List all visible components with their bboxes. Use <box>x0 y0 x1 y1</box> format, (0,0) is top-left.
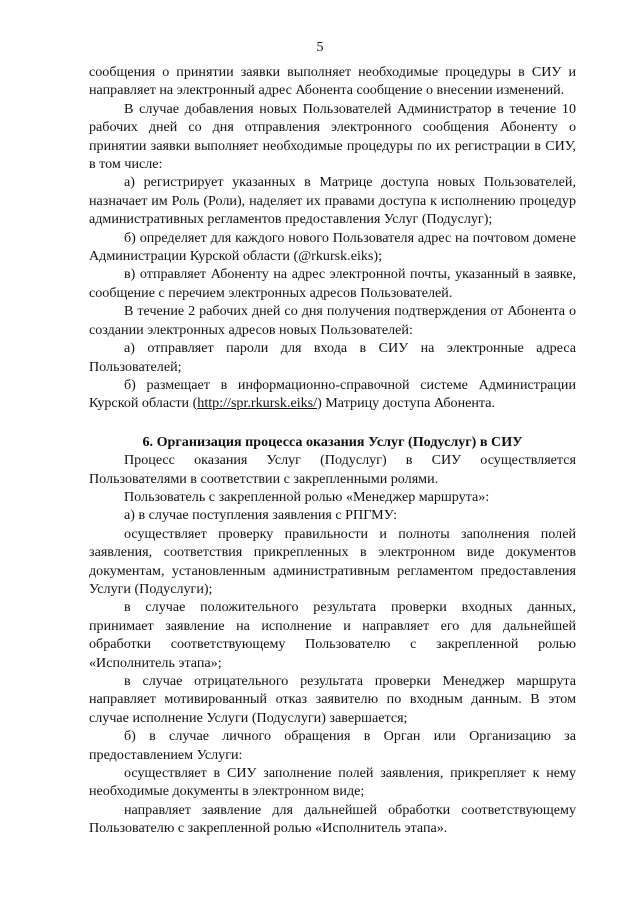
link-paragraph-suffix: ) Матрицу доступа Абонента. <box>317 395 496 412</box>
paragraph: б) определяет для каждого нового Пользователя адрес на почтовом домене Администрации Курской области (@rkursk.eiks); <box>89 229 576 265</box>
paragraph: осуществляет в СИУ заполнение полей заявления, прикрепляет к нему необходимые документы в электронном виде; <box>89 765 576 800</box>
paragraph: В случае добавления новых Пользователей Администратор в течение 10 рабочих дней со дня отправления электронного сообщения Абоненту о принятии заявки выполняет необходимые процедуры по их регистрации в СИУ, в том числе: <box>89 100 576 173</box>
paragraph: б) в случае личного обращения в Орган или Организацию за предоставлением Услуги: <box>89 728 576 763</box>
paragraph: в случае положительного результата проверки входных данных, принимает заявление на исполнение и направляет его для дальнейшей обработки соответствующему Пользователю с закрепленной ролью «Исполнитель этапа»; <box>89 599 576 671</box>
paragraph: в случае отрицательного результата проверки Менеджер маршрута направляет мотивированный отказ заявителю по входным данным. В этом случае исполнение Услуги (Подуслуги) завершается; <box>89 673 576 726</box>
paragraph-link <box>89 376 576 413</box>
paragraph: направляет заявление для дальнейшей обработки соответствующему Пользователю с закрепленной ролью «Исполнитель этапа». <box>89 801 576 837</box>
paragraph: сообщения о принятии заявки выполняет необходимые процедуры в СИУ и направляет на электронный адрес Абонента сообщение о внесении изменений. <box>89 64 576 99</box>
paragraphs-before <box>89 63 576 376</box>
link-paragraph-prefix: б) размещает в информационно-справочной системе Администрации Курской области ( <box>89 376 576 412</box>
paragraph: осуществляет проверку правильности и полноты заполнения полей заявления, соответствия прикрепленных в электронном виде документов документам, установленным административным регламентом предоставления Услуги (Подуслуги); <box>89 525 576 597</box>
section-heading: 6. Организация процесса оказания Услуг (Подуслуг) в СИУ <box>142 433 523 450</box>
paragraph: Пользователь с закрепленной ролью «Менеджер маршрута»: <box>124 488 490 505</box>
paragraph: а) в случае поступления заявления с РПГМУ: <box>124 507 398 524</box>
paragraph: а) отправляет пароли для входа в СИУ на электронные адреса Пользователей; <box>89 340 576 375</box>
page-number: 5 <box>316 40 324 55</box>
paragraph: в) отправляет Абоненту на адрес электронной почты, указанный в заявке, сообщение с перечием электронных адресов Пользователей. <box>89 266 576 301</box>
paragraphs-after <box>89 451 576 838</box>
paragraph: Процесс оказания Услуг (Подуслуг) в СИУ осуществляется Пользователями в соответствии с закрепленными ролями. <box>89 452 576 487</box>
paragraph: В течение 2 рабочих дней со дня получения подтверждения от Абонента о создании электронных адресов новых Пользователей: <box>89 303 576 338</box>
paragraph: а) регистрирует указанных в Матрице доступа новых Пользователей, назначает им Роль (Роли), наделяет их правами доступа к исполнению процедур административных регламентов предоставления Услуг (Подуслуг); <box>89 174 576 228</box>
spr-link[interactable]: http://spr.rkursk.eiks/ <box>197 395 318 412</box>
document-body <box>89 63 576 838</box>
